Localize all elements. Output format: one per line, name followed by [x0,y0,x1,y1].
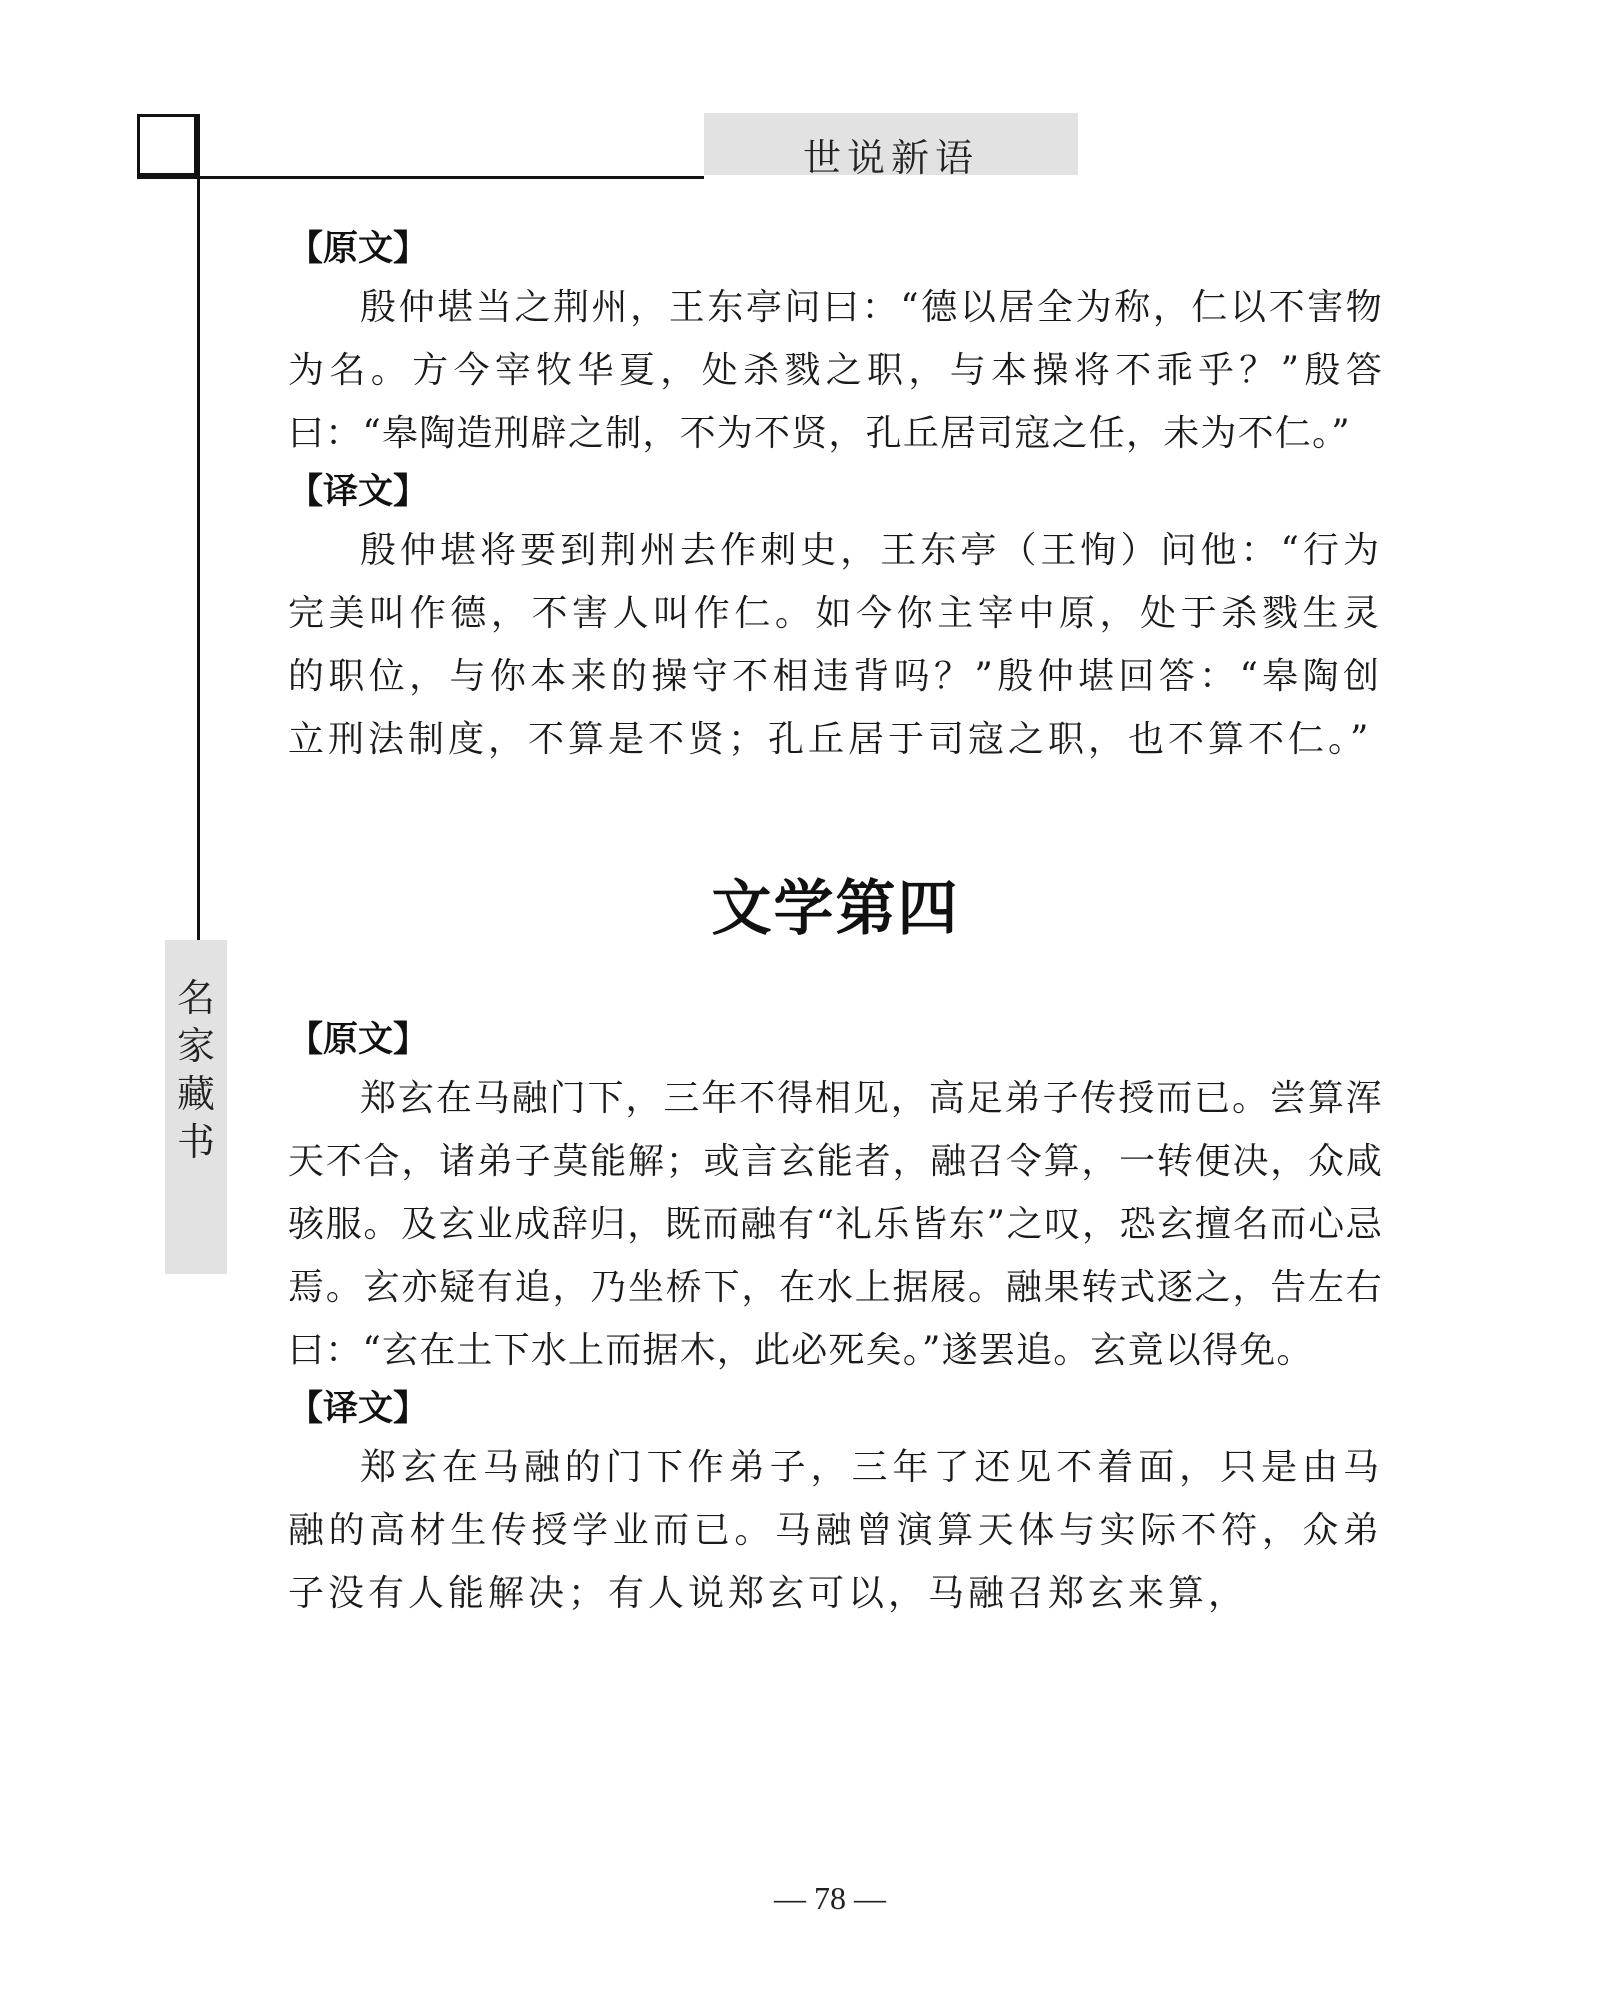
chapter-title: 文学第四 [711,874,960,944]
translation-paragraph: 郑玄在马融的门下作弟子，三年了还见不着面，只是由马融的高材生传授学业而已。马融曾演算天体与实际不符，众弟子没有人能解决；有人说郑玄可以，马融召郑玄来算， [288,1447,1383,1614]
page-body [288,222,1383,1625]
side-tab-label: 名家藏书 [176,976,215,1164]
original-text-paragraph: 殷仲堪当之荆州，王东亭问曰：“德以居全为称，仁以不害物为名。方今宰牧华夏，处杀戮之职，与本操将不乖乎？”殷答曰：“皋陶造刑辟之制，不为不贤，孔丘居司寇之任，未为不仁。” [288,287,1383,454]
margin-rule [197,114,200,940]
header-rule [137,176,704,179]
corner-frame-box [137,114,197,176]
translation-paragraph: 殷仲堪将要到荆州去作刺史，王东亭（王恂）问他：“行为完美叫作德，不害人叫作仁。如今你主宰中原，处于杀戮生灵的职位，与你本来的操守不相违背吗？”殷仲堪回答：“皋陶创立刑法制度，不算是不贤；孔丘居于司寇之职，也不算不仁。” [288,530,1383,760]
running-header [704,113,1078,180]
original-text-paragraph: 郑玄在马融门下，三年不得相见，高足弟子传授而已。尝算浑天不合，诸弟子莫能解；或言玄能者，融召令算，一转便决，众咸骇服。及玄业成辞归，既而融有“礼乐皆东”之叹，恐玄擅名而心忌焉。玄亦疑有追，乃坐桥下，在水上据屐。融果转式逐之，告左右曰：“玄在土下水上而据木，此必死矣。”遂罢追。玄竟以得免。 [288,1078,1383,1371]
book-title: 世说新语 [802,136,979,180]
page-number: — 78 — [774,1880,886,1916]
translation-label: 【译文】 [288,472,429,512]
translation-label: 【译文】 [288,1389,429,1429]
original-text-label: 【原文】 [288,229,429,269]
original-text-label: 【原文】 [288,1020,429,1060]
side-tab [165,940,227,1274]
